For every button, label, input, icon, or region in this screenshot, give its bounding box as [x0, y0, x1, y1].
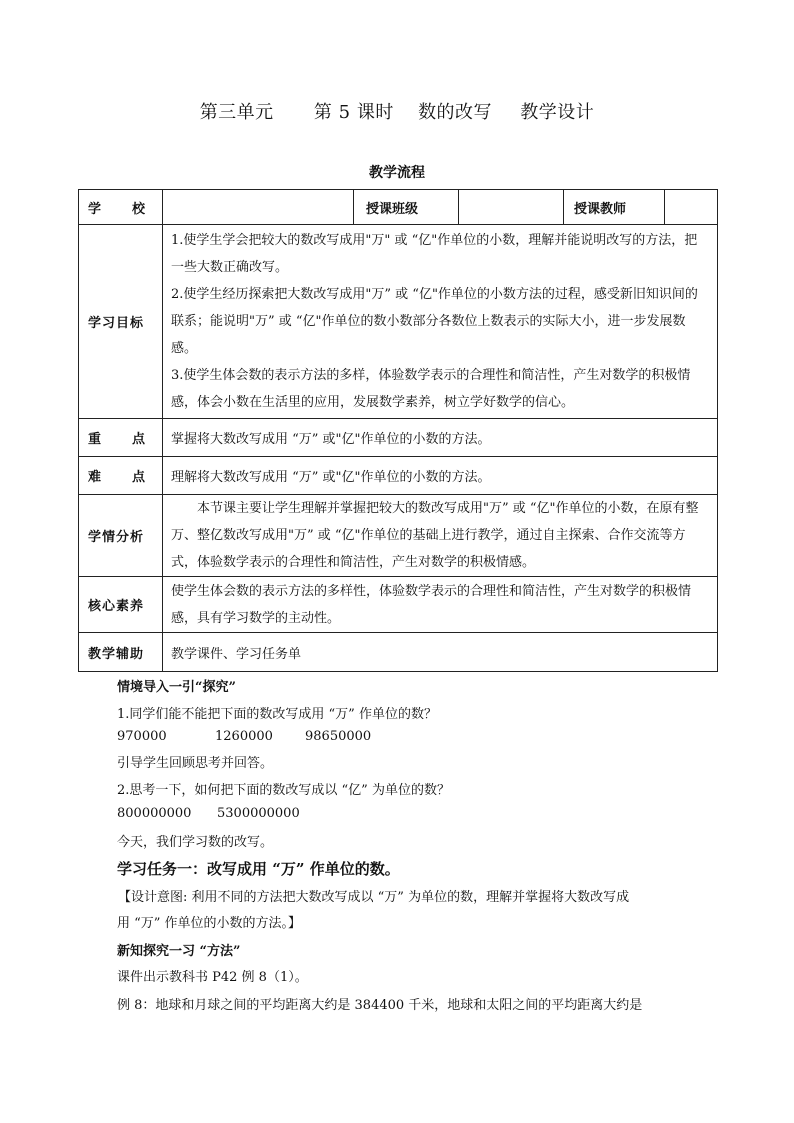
example-text: 例 8：地球和月球之间的平均距离大约是 384400 千米，地球和太阳之间的平均距离大约是 [117, 998, 643, 1013]
new-knowledge-heading: 新知探究一习 “方法” [117, 944, 241, 959]
teaching-aids-content: 教学课件、学习任务单 [163, 633, 718, 672]
table-row [79, 495, 718, 577]
document-title [0, 98, 794, 124]
design-intent-line-1: 【设计意图: 利用不同的方法把大数改写成以 “万” 为单位的数，理解并掌握将大数改写成 [118, 890, 630, 905]
goal-item: 3.使学生体会数的表示方法的多样，体验数学表示的合理性和简洁性，产生对数学的积极情感，体会小数在生活里的应用，发展数学素养，树立学好数学的信心。 [171, 368, 691, 410]
numbers-wan [117, 729, 371, 744]
goal-item: 1.使学生学会把较大的数改写成用"万" 或 “亿"作单位的小数，理解并能说明改写的方法，把一些大数正确改写。 [171, 233, 698, 275]
goals-label: 学习目标 [79, 225, 163, 419]
courseware-text: 课件出示教科书 P42 例 8（1）。 [117, 970, 308, 985]
number-item: 98650000 [305, 729, 372, 744]
today-text: 今天，我们学习数的改写。 [117, 835, 274, 850]
number-item: 800000000 [117, 806, 192, 821]
teacher-value [665, 190, 718, 225]
number-item: 1260000 [215, 729, 273, 744]
topic-label: 数的改写 [418, 102, 493, 123]
table-row [79, 633, 718, 672]
lesson-plan-table [78, 189, 718, 672]
school-value [163, 190, 354, 225]
core-literacy-content: 使学生体会数的表示方法的多样性，体验数学表示的合理性和简洁性，产生对数学的积极情感，具有学习数学的主动性。 [163, 577, 718, 633]
design-intent-line-2: 用 “万” 作单位的小数的方法。】 [117, 916, 302, 931]
analysis-content: 本节课主要让学生理解并掌握把较大的数改写成用"万” 或 “亿"作单位的小数，在原有整万、整亿数改写成用"万” 或 “亿"作单位的基础上进行教学，通过自主探索、合作交流等方式，体验数学表示的合理性和简洁性，产生对数学的积极情感。 [163, 495, 718, 577]
table-row [79, 577, 718, 633]
difficult-point-content: 理解将大数改写成用 “万” 或"亿"作单位的小数的方法。 [163, 457, 718, 495]
class-label: 授课班级 [354, 190, 459, 225]
question-2: 2.思考一下，如何把下面的数改写成以 “亿” 为单位的数？ [117, 783, 450, 798]
key-point-label: 重 点 [79, 419, 163, 457]
difficult-point-label: 难 点 [79, 457, 163, 495]
number-item: 5300000000 [217, 806, 300, 821]
table-row [79, 419, 718, 457]
table-row [79, 225, 718, 419]
class-value [459, 190, 564, 225]
key-point-content: 掌握将大数改写成用 “万” 或"亿"作单位的小数的方法。 [163, 419, 718, 457]
teaching-aids-label: 教学辅助 [79, 633, 163, 672]
goals-content [163, 225, 718, 419]
goal-item: 2.使学生经历探索把大数改写成用"万” 或 “亿"作单位的小数方法的过程，感受新旧知识间的联系；能说明"万” 或 “亿"作单位的数小数部分各数位上数表示的实际大小，进一步发展数感。 [171, 287, 698, 356]
intro-heading: 情境导入一引“探究” [117, 680, 236, 695]
number-item: 970000 [117, 729, 167, 744]
table-row [79, 190, 718, 225]
table-row [79, 457, 718, 495]
core-literacy-label: 核心素养 [79, 577, 163, 633]
doc-type-label: 教学设计 [520, 102, 595, 123]
teacher-label: 授课教师 [564, 190, 665, 225]
lesson-label: 第 5 课时 [313, 102, 394, 123]
school-label: 学 校 [79, 190, 163, 225]
task-1-heading: 学习任务一：改写成用 “万” 作单位的数。 [117, 860, 400, 878]
numbers-yi [117, 806, 300, 821]
question-1: 1.同学们能不能把下面的数改写成用 “万” 作单位的数？ [117, 707, 437, 722]
section-subtitle: 教学流程 [369, 165, 425, 181]
unit-label: 第三单元 [199, 102, 274, 123]
analysis-label: 学情分析 [79, 495, 163, 577]
guide-text: 引导学生回顾思考并回答。 [117, 756, 274, 771]
